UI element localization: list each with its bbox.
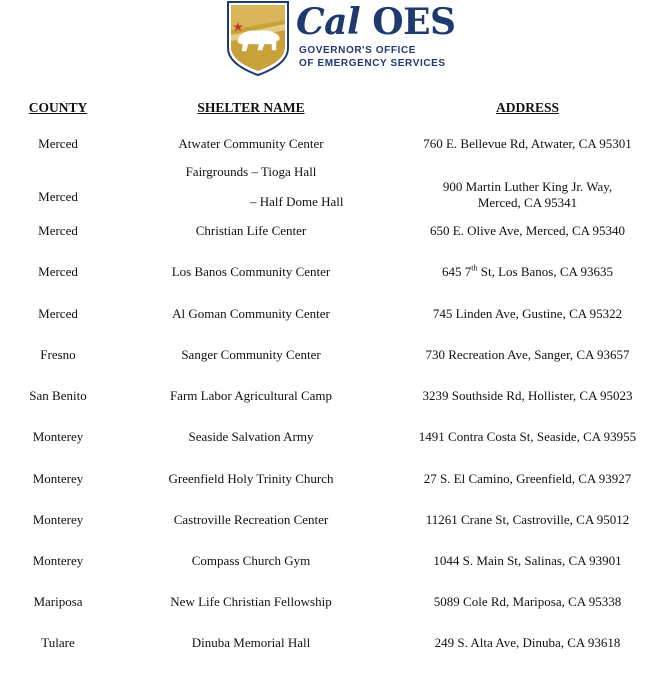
address-number: 645 7 [442,264,472,279]
county-cell: Monterey [32,429,84,444]
county-cell: Monterey [32,471,84,486]
shelter-name-cell: Greenfield Holy Trinity Church [168,471,334,486]
ordinal-suffix: th [471,263,478,273]
table-row [0,345,667,365]
address-line2: Merced, CA 95341 [477,195,578,210]
table-row [0,551,667,571]
county-cell: Merced [38,306,78,321]
shelter-name-cell: Farm Labor Agricultural Camp [169,388,333,403]
logo-title-cal: Cal [296,1,361,43]
shelter-name-cell: Compass Church Gym [191,553,311,568]
address-cell: 5089 Cole Rd, Mariposa, CA 95338 [433,594,622,609]
column-header-shelter-name: SHELTER NAME [197,100,305,115]
address-rest: St, Los Banos, CA 93635 [477,264,613,279]
county-cell: Merced [38,136,78,151]
address-cell [390,262,665,282]
shelter-name-cell: Dinuba Memorial Hall [191,635,311,650]
table-row [0,386,667,406]
address-cell: 3239 Southside Rd, Hollister, CA 95023 [422,388,633,403]
address-cell: 11261 Crane St, Castroville, CA 95012 [425,512,630,527]
logo-subtitle-line2: OF EMERGENCY SERVICES [299,58,446,69]
table-row [0,164,667,227]
shelter-name-cell: Los Banos Community Center [171,264,331,279]
county-cell: Monterey [32,512,84,527]
shelter-name-cell: Al Goman Community Center [172,306,330,321]
address-cell: 1491 Contra Costa St, Seaside, CA 93955 [418,429,637,444]
logo-subtitle-line1: GOVERNOR'S OFFICE [299,45,417,56]
table-row [0,221,667,241]
county-cell: Merced [38,264,78,279]
county-cell: San Benito [29,388,87,403]
table-row [0,262,667,282]
column-header-address: ADDRESS [495,100,560,115]
address-cell: 650 E. Olive Ave, Merced, CA 95340 [429,223,626,238]
table-row [0,134,667,154]
address-cell: 249 S. Alta Ave, Dinuba, CA 93618 [434,635,621,650]
shelter-name-cell: Christian Life Center [195,223,307,238]
shelter-name-cell: Sanger Community Center [181,347,321,362]
table-row [0,633,667,653]
address-cell: 760 E. Bellevue Rd, Atwater, CA 95301 [423,136,632,151]
address-cell: 730 Recreation Ave, Sanger, CA 93657 [425,347,630,362]
address-line1: 900 Martin Luther King Jr. Way, [442,179,613,194]
logo-title-oes: OES [372,1,456,43]
table-row [0,510,667,530]
county-cell: Tulare [41,635,75,650]
table-row [0,427,667,447]
county-cell: Fresno [40,347,76,362]
county-cell: Merced [38,223,78,238]
address-cell: 27 S. El Camino, Greenfield, CA 93927 [423,471,632,486]
column-header-county: COUNTY [28,100,88,115]
county-cell: Monterey [32,553,84,568]
county-cell: Mariposa [33,594,83,609]
shelter-name-cell: Seaside Salvation Army [188,429,314,444]
shelter-name-cell: Atwater Community Center [178,136,324,151]
table-row [0,592,667,612]
table-row [0,469,667,489]
address-cell: 745 Linden Ave, Gustine, CA 95322 [432,306,623,321]
table-row [0,304,667,324]
shelter-name-line1: Fairgrounds – Tioga Hall [185,164,317,179]
address-cell: 1044 S. Main St, Salinas, CA 93901 [433,553,622,568]
shelter-name-cell: New Life Christian Fellowship [170,594,332,609]
county-cell: Merced [38,189,78,204]
shelter-name-cell: Castroville Recreation Center [173,512,329,527]
shelter-name-line2: – Half Dome Hall [250,194,344,209]
